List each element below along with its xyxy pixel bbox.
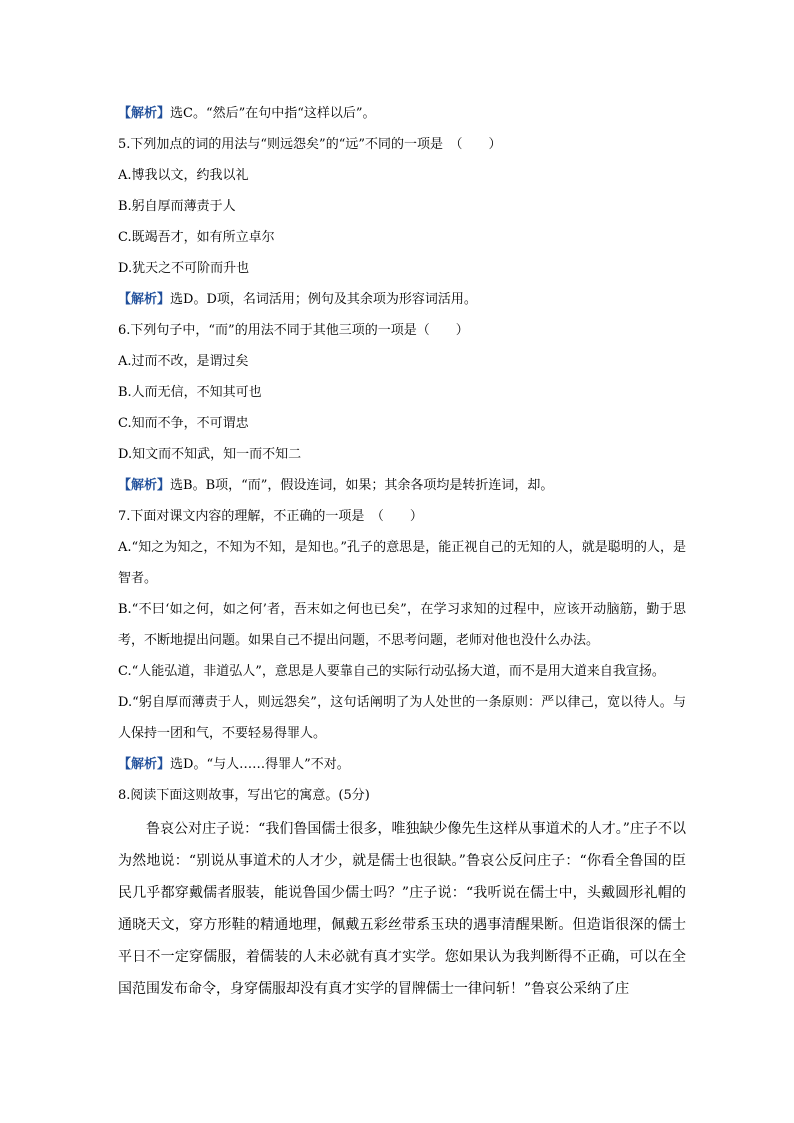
document-page <box>118 98 686 1005</box>
analysis-tag: 【解析】 <box>118 106 171 121</box>
analysis-tag: 【解析】 <box>118 757 171 772</box>
q7-option-a: A.“知之为知之，不知为不知，是知也。”孔子的意思是，能正视自己的无知的人，就是聪明的人，是智者。 <box>118 540 686 586</box>
analysis-text: 选D。“与人……得罪人”不对。 <box>170 757 350 772</box>
q5-analysis <box>118 284 686 315</box>
q6-option-b: B.人而无信，不知其可也 <box>118 385 262 400</box>
q5-stem: 5.下列加点的词的用法与“则远怨矣”的“远”不同的一项是 （ ） <box>118 137 502 152</box>
q7-analysis <box>118 749 686 780</box>
q6-analysis <box>118 470 686 501</box>
q6-stem: 6.下列句子中，“而”的用法不同于其他三项的一项是（ ） <box>118 323 469 338</box>
q5-option-a: A.博我以文，约我以礼 <box>118 168 249 183</box>
q8-story: 鲁哀公对庄子说：“我们鲁国儒士很多，唯独缺少像先生这样从事道术的人才。”庄子不以为然地说：“别说从事道术的人才少，就是儒士也很缺。”鲁哀公反问庄子：“你看全鲁国的臣民几乎都穿戴儒者服装，能说鲁国少儒士吗？”庄子说：“我听说在儒士中，头戴圆形礼帽的通晓天文，穿方形鞋的精通地理，佩戴五彩丝带系玉玦的遇事清醒果断。但造诣很深的儒士平日不一定穿儒服，着儒装的人未必就有真才实学。您如果认为我判断得不正确，可以在全国范围发布命令，身穿儒服却没有真才实学的冒牌儒士一律问斩！”鲁哀公采纳了庄 <box>118 821 686 997</box>
q5-option-b: B.躬自厚而薄责于人 <box>118 199 236 214</box>
q5-option-d: D.犹天之不可阶而升也 <box>118 261 250 276</box>
q4-analysis <box>118 98 686 129</box>
analysis-tag: 【解析】 <box>118 478 171 493</box>
q7-stem: 7.下面对课文内容的理解，不正确的一项是 （ ） <box>118 509 423 524</box>
analysis-tag: 【解析】 <box>118 292 171 307</box>
q7-option-c: C.“人能弘道，非道弘人”，意思是人要靠自己的实际行动弘扬大道，而不是用大道来自我宣扬。 <box>118 664 665 679</box>
q8-stem: 8.阅读下面这则故事，写出它的寓意。(5分) <box>118 788 370 803</box>
q6-option-a: A.过而不改，是谓过矣 <box>118 354 249 369</box>
q7-option-d: D.“躬自厚而薄责于人，则远怨矣”，这句话阐明了为人处世的一条原则：严以律己，宽以待人。与人保持一团和气，不要轻易得罪人。 <box>118 695 686 741</box>
analysis-text: 选C。“然后”在句中指“这样以后”。 <box>170 106 376 121</box>
analysis-text: 选B。B项，“而”，假设连词，如果；其余各项均是转折连词，却。 <box>170 478 554 493</box>
q5-option-c: C.既竭吾才，如有所立卓尔 <box>118 230 275 245</box>
analysis-text: 选D。D项，名词活用；例句及其余项为形容词活用。 <box>170 292 477 307</box>
q6-option-d: D.知文而不知武，知一而不知二 <box>118 447 302 462</box>
q7-option-b: B.“不曰‘如之何，如之何’者，吾末如之何也已矣”，在学习求知的过程中，应该开动脑筋，勤于思考，不断地提出问题。如果自己不提出问题，不思考问题，老师对他也没什么办法。 <box>118 602 686 648</box>
q6-option-c: C.知而不争，不可谓忠 <box>118 416 249 431</box>
